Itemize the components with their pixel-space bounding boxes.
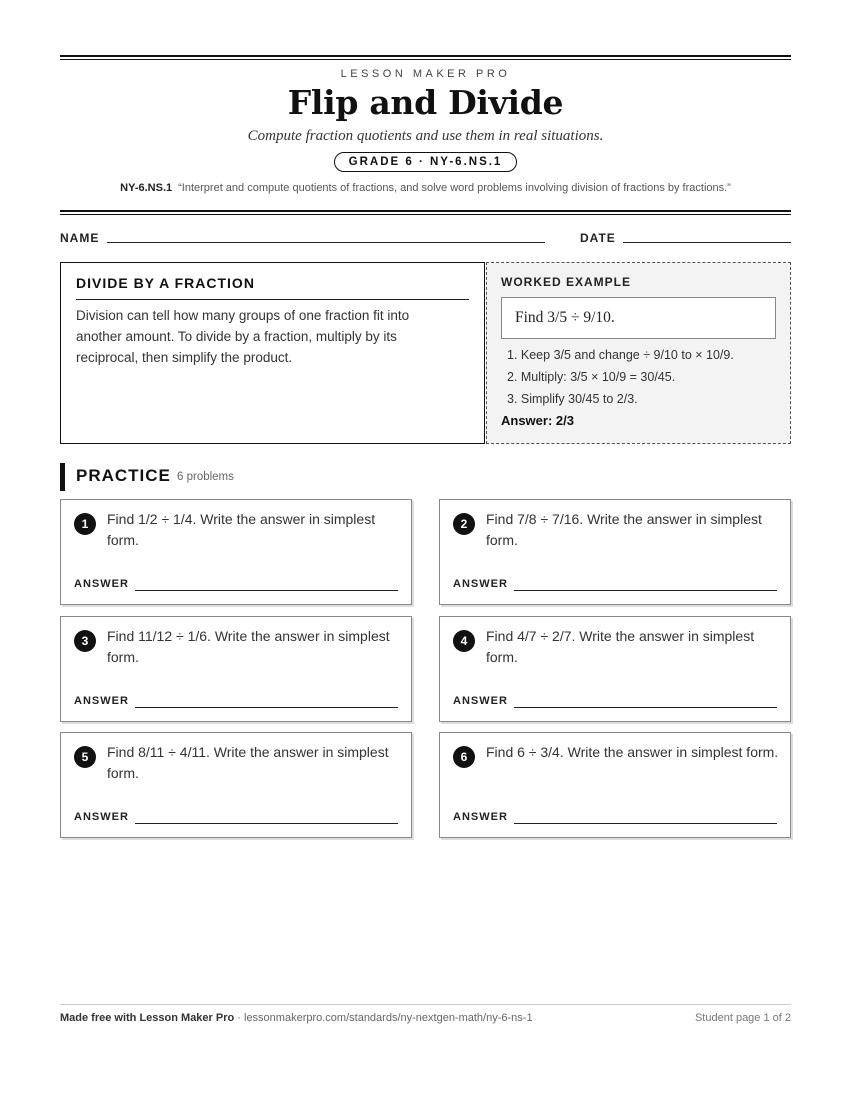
problem-card [439, 732, 791, 838]
problem-text: Find 6 ÷ 3/4. Write the answer in simplest form. [486, 744, 779, 760]
top-rule [60, 55, 791, 60]
name-field[interactable] [107, 242, 545, 243]
date-field[interactable] [623, 242, 791, 243]
grade-badge-wrap [60, 152, 791, 172]
concept-heading: DIVIDE BY A FRACTION [76, 275, 255, 291]
footer-url[interactable]: · lessonmakerpro.com/standards/ny-nextgen-math/ny-6-ns-1 [234, 1012, 533, 1024]
problem-text: Find 11/12 ÷ 1/6. Write the answer in simplest form. [107, 628, 390, 665]
problem-text: Find 1/2 ÷ 1/4. Write the answer in simplest form. [107, 511, 376, 548]
problem-card [439, 499, 791, 605]
worked-example-steps [501, 344, 734, 410]
answer-field[interactable] [135, 823, 398, 824]
problem-text: Find 8/11 ÷ 4/11. Write the answer in simplest form. [107, 744, 389, 781]
brand-label: LESSON MAKER PRO [340, 68, 511, 80]
footer-made-with: Made free with Lesson Maker Pro [60, 1012, 235, 1024]
concept-divider [76, 299, 469, 300]
answer-label: ANSWER [74, 695, 129, 707]
practice-heading: PRACTICE [76, 466, 171, 485]
worked-example-label: WORKED EXAMPLE [501, 275, 632, 289]
problem-number: 3 [74, 630, 96, 652]
problem-number: 6 [453, 746, 475, 768]
problem-text: Find 7/8 ÷ 7/16. Write the answer in simplest form. [486, 511, 762, 548]
grade-badge: GRADE 6 · NY-6.NS.1 [334, 152, 518, 172]
problem-number: 2 [453, 513, 475, 535]
concept-box [60, 262, 485, 444]
answer-label: ANSWER [74, 811, 129, 823]
problem-number: 4 [453, 630, 475, 652]
problem-number: 5 [74, 746, 96, 768]
problem-card [60, 732, 412, 838]
answer-label: ANSWER [74, 578, 129, 590]
name-label: NAME [60, 231, 100, 245]
footer-divider [60, 1004, 791, 1005]
answer-field[interactable] [514, 823, 777, 824]
answer-field[interactable] [135, 590, 398, 591]
problem-number: 1 [74, 513, 96, 535]
concept-body: Division can tell how many groups of one fraction fit into another amount. To divide by a fraction, multiply by its reciprocal, then simplify the product. [76, 308, 410, 365]
worksheet-page [60, 0, 791, 1100]
answer-field[interactable] [514, 707, 777, 708]
answer-label: ANSWER [453, 811, 508, 823]
problem-card [60, 499, 412, 605]
practice-count: 6 problems [177, 471, 234, 483]
standard-code: NY-6.NS.1 [120, 182, 173, 194]
worked-example-box [486, 262, 791, 444]
answer-label: ANSWER [453, 578, 508, 590]
date-label: DATE [580, 231, 616, 245]
step-item: 3. Simplify 30/45 to 2/3. [507, 392, 638, 406]
problem-text: Find 4/7 ÷ 2/7. Write the answer in simplest form. [486, 628, 755, 665]
standard-text: “Interpret and compute quotients of fractions, and solve word problems involving division of fractions by fractions.” [178, 182, 731, 194]
step-item: 1. Keep 3/5 and change ÷ 9/10 to × 10/9. [507, 348, 734, 362]
worked-example-problem: Find 3/5 ÷ 9/10. [501, 297, 776, 339]
header-bottom-rule [60, 210, 791, 215]
footer-page-number: Student page 1 of 2 [694, 1012, 791, 1024]
standard-line [60, 182, 791, 194]
problem-card [439, 616, 791, 722]
footer-credit [60, 1012, 533, 1024]
answer-field[interactable] [514, 590, 777, 591]
answer-field[interactable] [135, 707, 398, 708]
problem-card [60, 616, 412, 722]
page-title: Flip and Divide [287, 83, 564, 122]
practice-accent-bar [60, 463, 65, 491]
worked-example-answer: Answer: 2/3 [501, 413, 574, 428]
step-item: 2. Multiply: 3/5 × 10/9 = 30/45. [507, 370, 676, 384]
page-subtitle: Compute fraction quotients and use them in real situations. [247, 128, 604, 144]
answer-label: ANSWER [453, 695, 508, 707]
